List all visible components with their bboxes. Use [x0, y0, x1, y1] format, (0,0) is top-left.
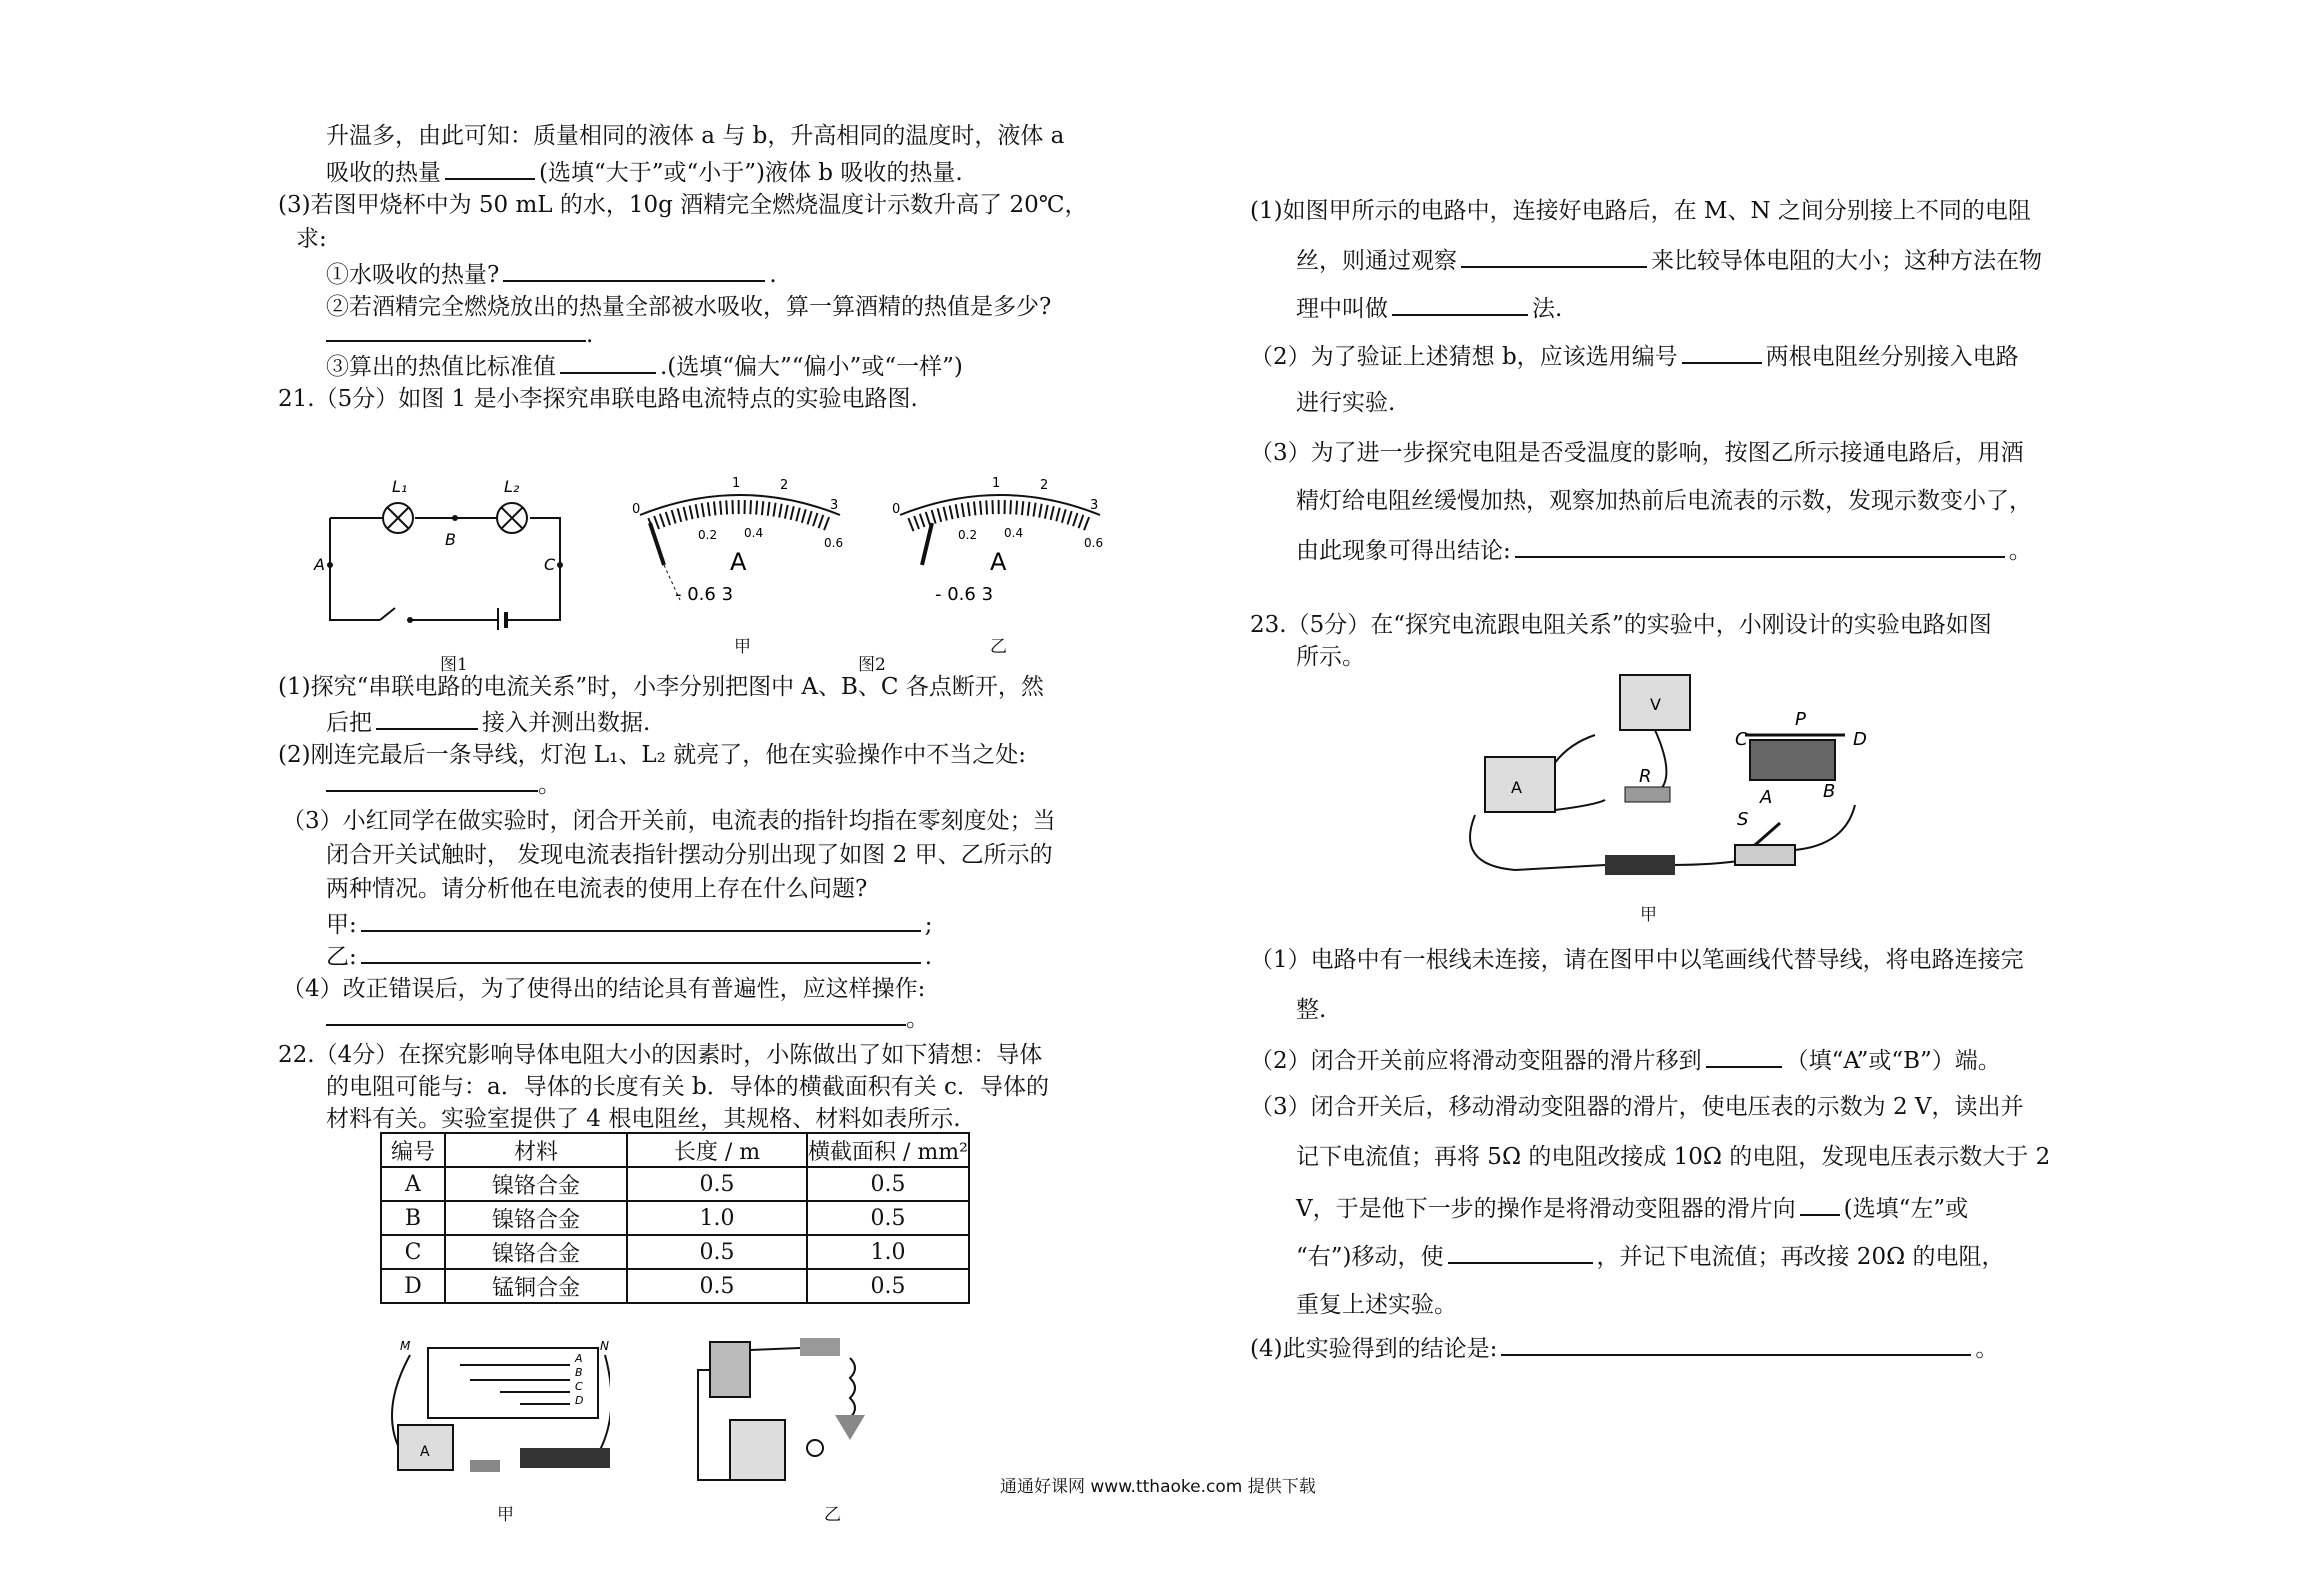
answer-blank[interactable]	[1682, 340, 1762, 364]
q23-1-line1: （1）电路中有一根线未连接，请在图甲中以笔画线代替导线，将电路连接完	[1250, 947, 2024, 973]
q21-2: (2)刚连完最后一条导线，灯泡 L₁、L₂ 就亮了，他在实验操作中不当之处:	[278, 742, 1026, 768]
svg-text:A: A	[1760, 787, 1773, 808]
table-header: 横截面积 / mm²	[807, 1133, 969, 1167]
svg-text:S: S	[1737, 809, 1749, 830]
q20-3-line2: 求:	[296, 226, 327, 252]
answer-blank[interactable]	[560, 350, 656, 374]
q22-figure-yi	[690, 1330, 890, 1495]
ammeter-jia	[620, 475, 860, 615]
table-header: 材料	[445, 1133, 627, 1167]
svg-text:B: B	[575, 1366, 583, 1379]
answer-blank[interactable]	[1706, 1044, 1782, 1068]
q20-3-line1: (3)若图甲烧杯中为 50 mL 的水，10g 酒精完全燃烧温度计示数升高了 20℃，	[278, 192, 1088, 218]
svg-text:0.2: 0.2	[958, 528, 978, 542]
rheostat	[1750, 740, 1835, 780]
q21-1-line2: 后把 接入并测出数据.	[326, 706, 650, 738]
figure-1-caption: 图1	[440, 655, 468, 675]
svg-text:C: C	[575, 1380, 583, 1393]
svg-text:0.4: 0.4	[744, 526, 764, 540]
answer-blank[interactable]	[1800, 1192, 1840, 1216]
answer-blank[interactable]	[1448, 1240, 1593, 1264]
answer-blank[interactable]	[326, 768, 538, 792]
resistor-R	[1625, 787, 1670, 802]
svg-text:0: 0	[892, 502, 901, 517]
q22-line1: 22.（4分）在探究影响导体电阻大小的因素时，小陈做出了如下猜想：导体	[278, 1042, 1043, 1068]
answer-blank[interactable]	[376, 706, 478, 730]
svg-text:A: A	[990, 548, 1007, 576]
answer-blank[interactable]	[361, 940, 921, 964]
q22-1-line3: 理中叫做 法.	[1296, 292, 1562, 324]
q21-3-yi: 乙: .	[326, 940, 932, 972]
q22-1-line2: 丝，则通过观察 来比较导体电阻的大小；这种方法在物	[1296, 244, 2042, 276]
q20-3-2: ②若酒精完全燃烧放出的热量全部被水吸收，算一算酒精的热值是多少?	[326, 294, 1052, 320]
svg-text:0: 0	[632, 502, 641, 517]
q21-3-line3: 两种情况。请分析他在电流表的使用上存在什么问题?	[326, 876, 868, 902]
table-header-row	[381, 1133, 969, 1167]
svg-text:2: 2	[1040, 478, 1049, 493]
svg-text:V: V	[1650, 695, 1661, 714]
label-A: A	[314, 555, 325, 574]
answer-blank[interactable]	[1392, 292, 1528, 316]
svg-text:A: A	[1511, 778, 1522, 797]
svg-text:1: 1	[992, 476, 1001, 491]
meter-yi-caption: 乙	[990, 637, 1007, 657]
q20-3-1: ①水吸收的热量? .	[326, 258, 777, 290]
q22-3-line2: 精灯给电阻丝缓慢加热，观察加热前后电流表的示数，发现示数变小了，	[1296, 488, 2032, 514]
q23-4: (4)此实验得到的结论是: 。	[1250, 1332, 1998, 1364]
q22-3-line3: 由此现象可得出结论: 。	[1296, 534, 2032, 566]
q23-1-line2: 整.	[1296, 997, 1327, 1023]
ammeter-yi	[880, 475, 1120, 615]
svg-text:P: P	[1795, 709, 1806, 730]
q23-3-line3: V，于是他下一步的操作是将滑动变阻器的滑片向 (选填“左”或	[1296, 1192, 1968, 1224]
svg-text:0.6: 0.6	[1084, 536, 1104, 550]
answer-blank[interactable]	[1461, 244, 1647, 268]
q21-2-answer: 。	[326, 768, 561, 800]
q20-3-3: ③算出的热值比标准值 .(选填“偏大”“偏小”或“一样”)	[326, 350, 963, 382]
label-C: C	[544, 555, 556, 574]
q22-line3: 材料有关。实验室提供了 4 根电阻丝，其规格、材料如表所示.	[326, 1106, 961, 1132]
q22-1-line1: (1)如图甲所示的电路中，连接好电路后，在 M、N 之间分别接上不同的电阻	[1250, 198, 2031, 224]
svg-text:B: B	[1823, 781, 1836, 802]
svg-text:2: 2	[780, 478, 789, 493]
answer-blank[interactable]	[1515, 534, 2005, 558]
svg-text:3: 3	[830, 498, 839, 513]
svg-text:0.2: 0.2	[698, 528, 718, 542]
table-row: C 镍铬合金 0.5 1.0	[381, 1235, 969, 1269]
label-L1: L₁	[392, 477, 408, 496]
q22-figure-yi-caption: 乙	[824, 1505, 841, 1525]
q21-title: 21.（5分）如图 1 是小李探究串联电路电流特点的实验电路图.	[278, 386, 918, 412]
q21-3-line2: 闭合开关试触时， 发现电流表指针摆动分别出现了如图 2 甲、乙所示的	[326, 842, 1053, 868]
q20-continuation-line1: 升温多，由此可知：质量相同的液体 a 与 b，升高相同的温度时，液体 a	[326, 123, 1065, 149]
q23-3-line1: （3）闭合开关后，移动滑动变阻器的滑片，使电压表的示数为 2 V，读出并	[1250, 1094, 2024, 1120]
table-header: 长度 / m	[627, 1133, 807, 1167]
label-L2: L₂	[504, 477, 520, 496]
q22-2-line1: （2）为了验证上述猜想 b，应该选用编号 两根电阻丝分别接入电路	[1250, 340, 2019, 372]
svg-text:- 0.6 3: - 0.6 3	[935, 584, 994, 605]
switch-S	[1735, 845, 1795, 865]
resistance-wire-table	[380, 1132, 970, 1304]
q20-3-2-answer: .	[326, 318, 593, 350]
q23-3-line4: “右”)移动，使 ，并记下电流值；再改接 20Ω 的电阻，	[1296, 1240, 2004, 1272]
footer-source: 通通好课网 www.tthaoke.com 提供下载	[1000, 1477, 1316, 1497]
q23-3-line2: 记下电流值；再将 5Ω 的电阻改接成 10Ω 的电阻，发现电压表示数大于 2	[1296, 1144, 2051, 1170]
svg-text:M: M	[400, 1339, 411, 1353]
svg-text:A: A	[730, 548, 747, 576]
q23-figure-jia	[1455, 665, 1895, 895]
answer-blank[interactable]	[503, 258, 765, 282]
svg-text:D: D	[1853, 729, 1867, 750]
q22-3-line1: （3）为了进一步探究电阻是否受温度的影响，按图乙所示接通电路后，用酒	[1250, 440, 2024, 466]
table-row: D 锰铜合金 0.5 0.5	[381, 1269, 969, 1303]
figure-2-caption: 图2	[858, 655, 886, 675]
svg-text:A: A	[575, 1352, 583, 1365]
q22-2-line2: 进行实验.	[1296, 390, 1396, 416]
q22-figure-jia	[370, 1330, 610, 1490]
q20-continuation-line2: 吸收的热量 (选填“大于”或“小于”)液体 b 吸收的热量.	[326, 156, 963, 188]
svg-text:C: C	[1735, 729, 1748, 750]
q23-figure-caption: 甲	[1640, 905, 1657, 925]
answer-blank[interactable]	[361, 908, 921, 932]
answer-blank[interactable]	[326, 1002, 906, 1026]
q22-line2: 的电阻可能与：a．导体的长度有关 b．导体的横截面积有关 c．导体的	[326, 1074, 1049, 1100]
svg-text:D: D	[575, 1394, 584, 1407]
battery	[1605, 855, 1675, 875]
answer-blank[interactable]	[1501, 1332, 1971, 1356]
svg-text:0.4: 0.4	[1004, 526, 1024, 540]
figure-1-circuit	[300, 470, 570, 630]
q23-3-line5: 重复上述实验。	[1296, 1292, 1457, 1318]
label-B: B	[445, 530, 456, 549]
q23-2: （2）闭合开关前应将滑动变阻器的滑片移到 （填“A”或“B”）端。	[1250, 1044, 2001, 1076]
q21-3-line1: （3）小红同学在做实验时，闭合开关前，电流表的指针均指在零刻度处；当	[282, 808, 1056, 834]
svg-text:R: R	[1639, 766, 1652, 787]
q23-line2: 所示。	[1296, 644, 1365, 670]
table-header: 编号	[381, 1133, 445, 1167]
svg-text:N: N	[600, 1339, 609, 1353]
meter-jia-caption: 甲	[734, 637, 751, 657]
svg-text:A: A	[420, 1444, 430, 1460]
table-row: A 镍铬合金 0.5 0.5	[381, 1167, 969, 1201]
svg-text:- 0.6 3: - 0.6 3	[675, 584, 734, 605]
q22-figure-jia-caption: 甲	[497, 1505, 514, 1525]
q23-line1: 23.（5分）在“探究电流跟电阻关系”的实验中，小刚设计的实验电路如图	[1250, 612, 1992, 638]
svg-text:0.6: 0.6	[824, 536, 844, 550]
q21-4-answer: 。	[326, 1002, 929, 1034]
q21-3-jia: 甲: ;	[326, 908, 933, 940]
svg-text:1: 1	[732, 476, 741, 491]
table-row: B 镍铬合金 1.0 0.5	[381, 1201, 969, 1235]
svg-text:3: 3	[1090, 498, 1099, 513]
answer-blank[interactable]	[445, 156, 535, 180]
answer-blank[interactable]	[326, 318, 586, 342]
q21-4: （4）改正错误后，为了使得出的结论具有普遍性，应这样操作:	[282, 976, 926, 1002]
q21-1-line1: (1)探究“串联电路的电流关系”时，小李分别把图中 A、B、C 各点断开，然	[278, 674, 1044, 700]
